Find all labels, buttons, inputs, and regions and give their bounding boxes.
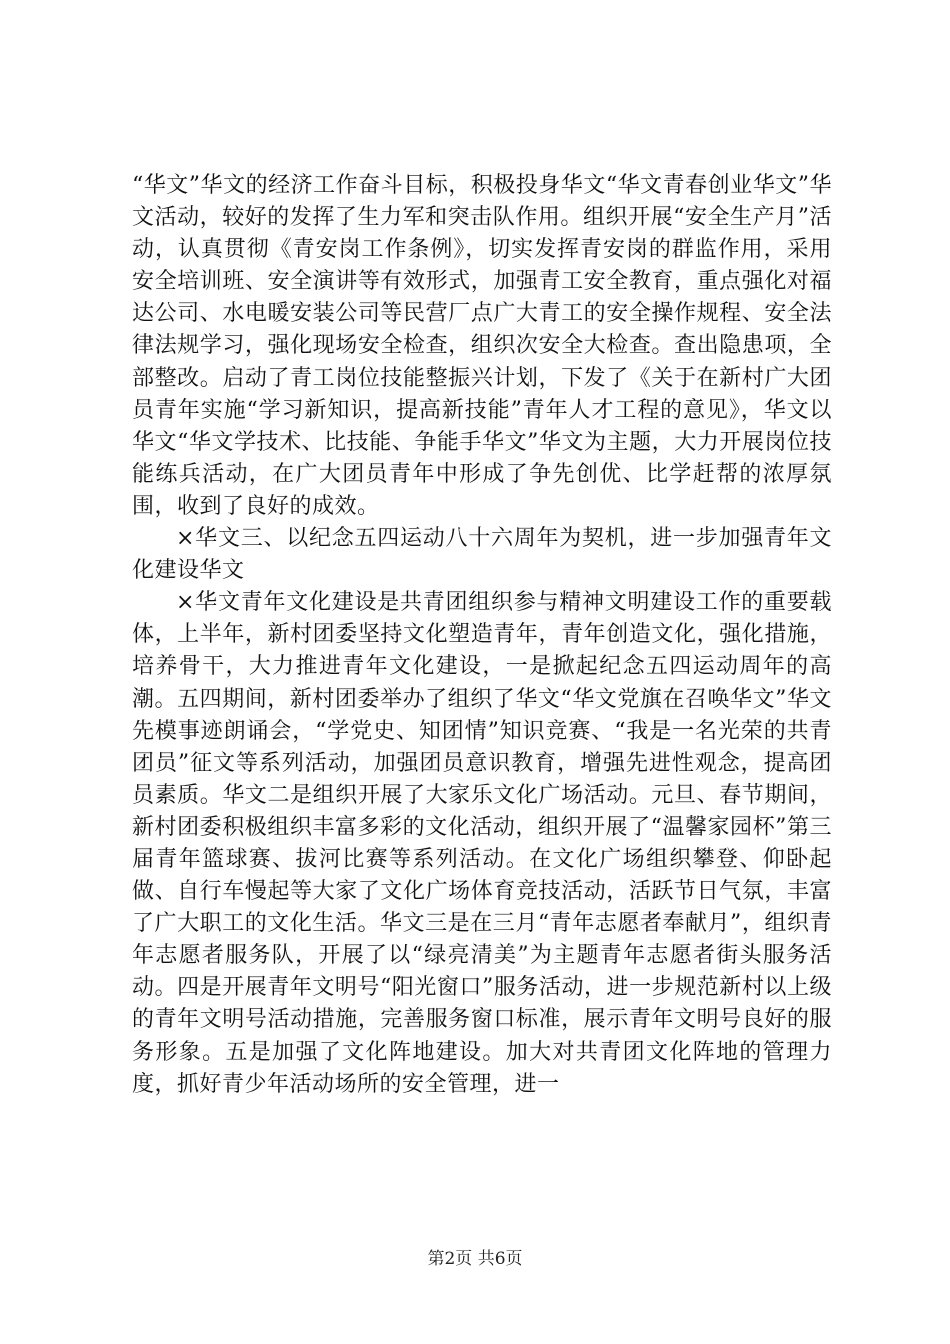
document-body (132, 170, 832, 1101)
paragraph-continuation: “华文”华文的经济工作奋斗目标，积极投身华文“华文青春创业华文”华文活动，较好的发挥了生力军和突击队作用。组织开展“安全生产月”活动，认真贯彻《青安岗工作条例》，切实发挥青安岗的群监作用，采用安全培训班、安全演讲等有效形式，加强青工安全教育，重点强化对福达公司、水电暖安装公司等民营厂点广大青工的安全操作规程、安全法律法规学习，强化现场安全检查，组织次安全大检查。查出隐患项，全部整改。启动了青工岗位技能整振兴计划，下发了《关于在新村广大团员青年实施“学习新知识，提高新技能”青年人才工程的意见》，华文以华文“华文学技术、比技能、争能手华文”华文为主题，大力开展岗位技能练兵活动，在广大团员青年中形成了争先创优、比学赶帮的浓厚氛围，收到了良好的成效。 (132, 173, 832, 519)
section-heading: ×华文三、以纪念五四运动八十六周年为契机，进一步加强青年文化建设华文 (132, 526, 832, 584)
page-footer: 第2页 共6页 (427, 1249, 523, 1269)
paragraph-youth-culture: ×华文青年文化建设是共青团组织参与精神文明建设工作的重要载体，上半年，新村团委坚持文化塑造青年，青年创造文化，强化措施，培养骨干，大力推进青年文化建设，一是掀起纪念五四运动周年的高潮。五四期间，新村团委举办了组织了华文“华文党旗在召唤华文”华文先模事迹朗诵会，“学党史、知团情”知识竞赛、“我是一名光荣的共青团员”征文等系列活动，加强团员意识教育，增强先进性观念，提高团员素质。华文二是组织开展了大家乐文化广场活动。元旦、春节期间，新村团委积极组织丰富多彩的文化活动，组织开展了“温馨家园杯”第三届青年篮球赛、拔河比赛等系列活动。在文化广场组织攀登、仰卧起做、自行车慢起等大家了文化广场体育竞技活动，活跃节日气氛，丰富了广大职工的文化生活。华文三是在三月“青年志愿者奉献月”，组织青年志愿者服务队，开展了以“绿亮清美”为主题青年志愿者街头服务活动。四是开展青年文明号“阳光窗口”服务活动，进一步规范新村以上级的青年文明号活动措施，完善服务窗口标准，展示青年文明号良好的服务形象。五是加强了文化阵地建设。加大对共青团文化阵地的管理力度，抓好青少年活动场所的安全管理，进一 (132, 590, 832, 1097)
